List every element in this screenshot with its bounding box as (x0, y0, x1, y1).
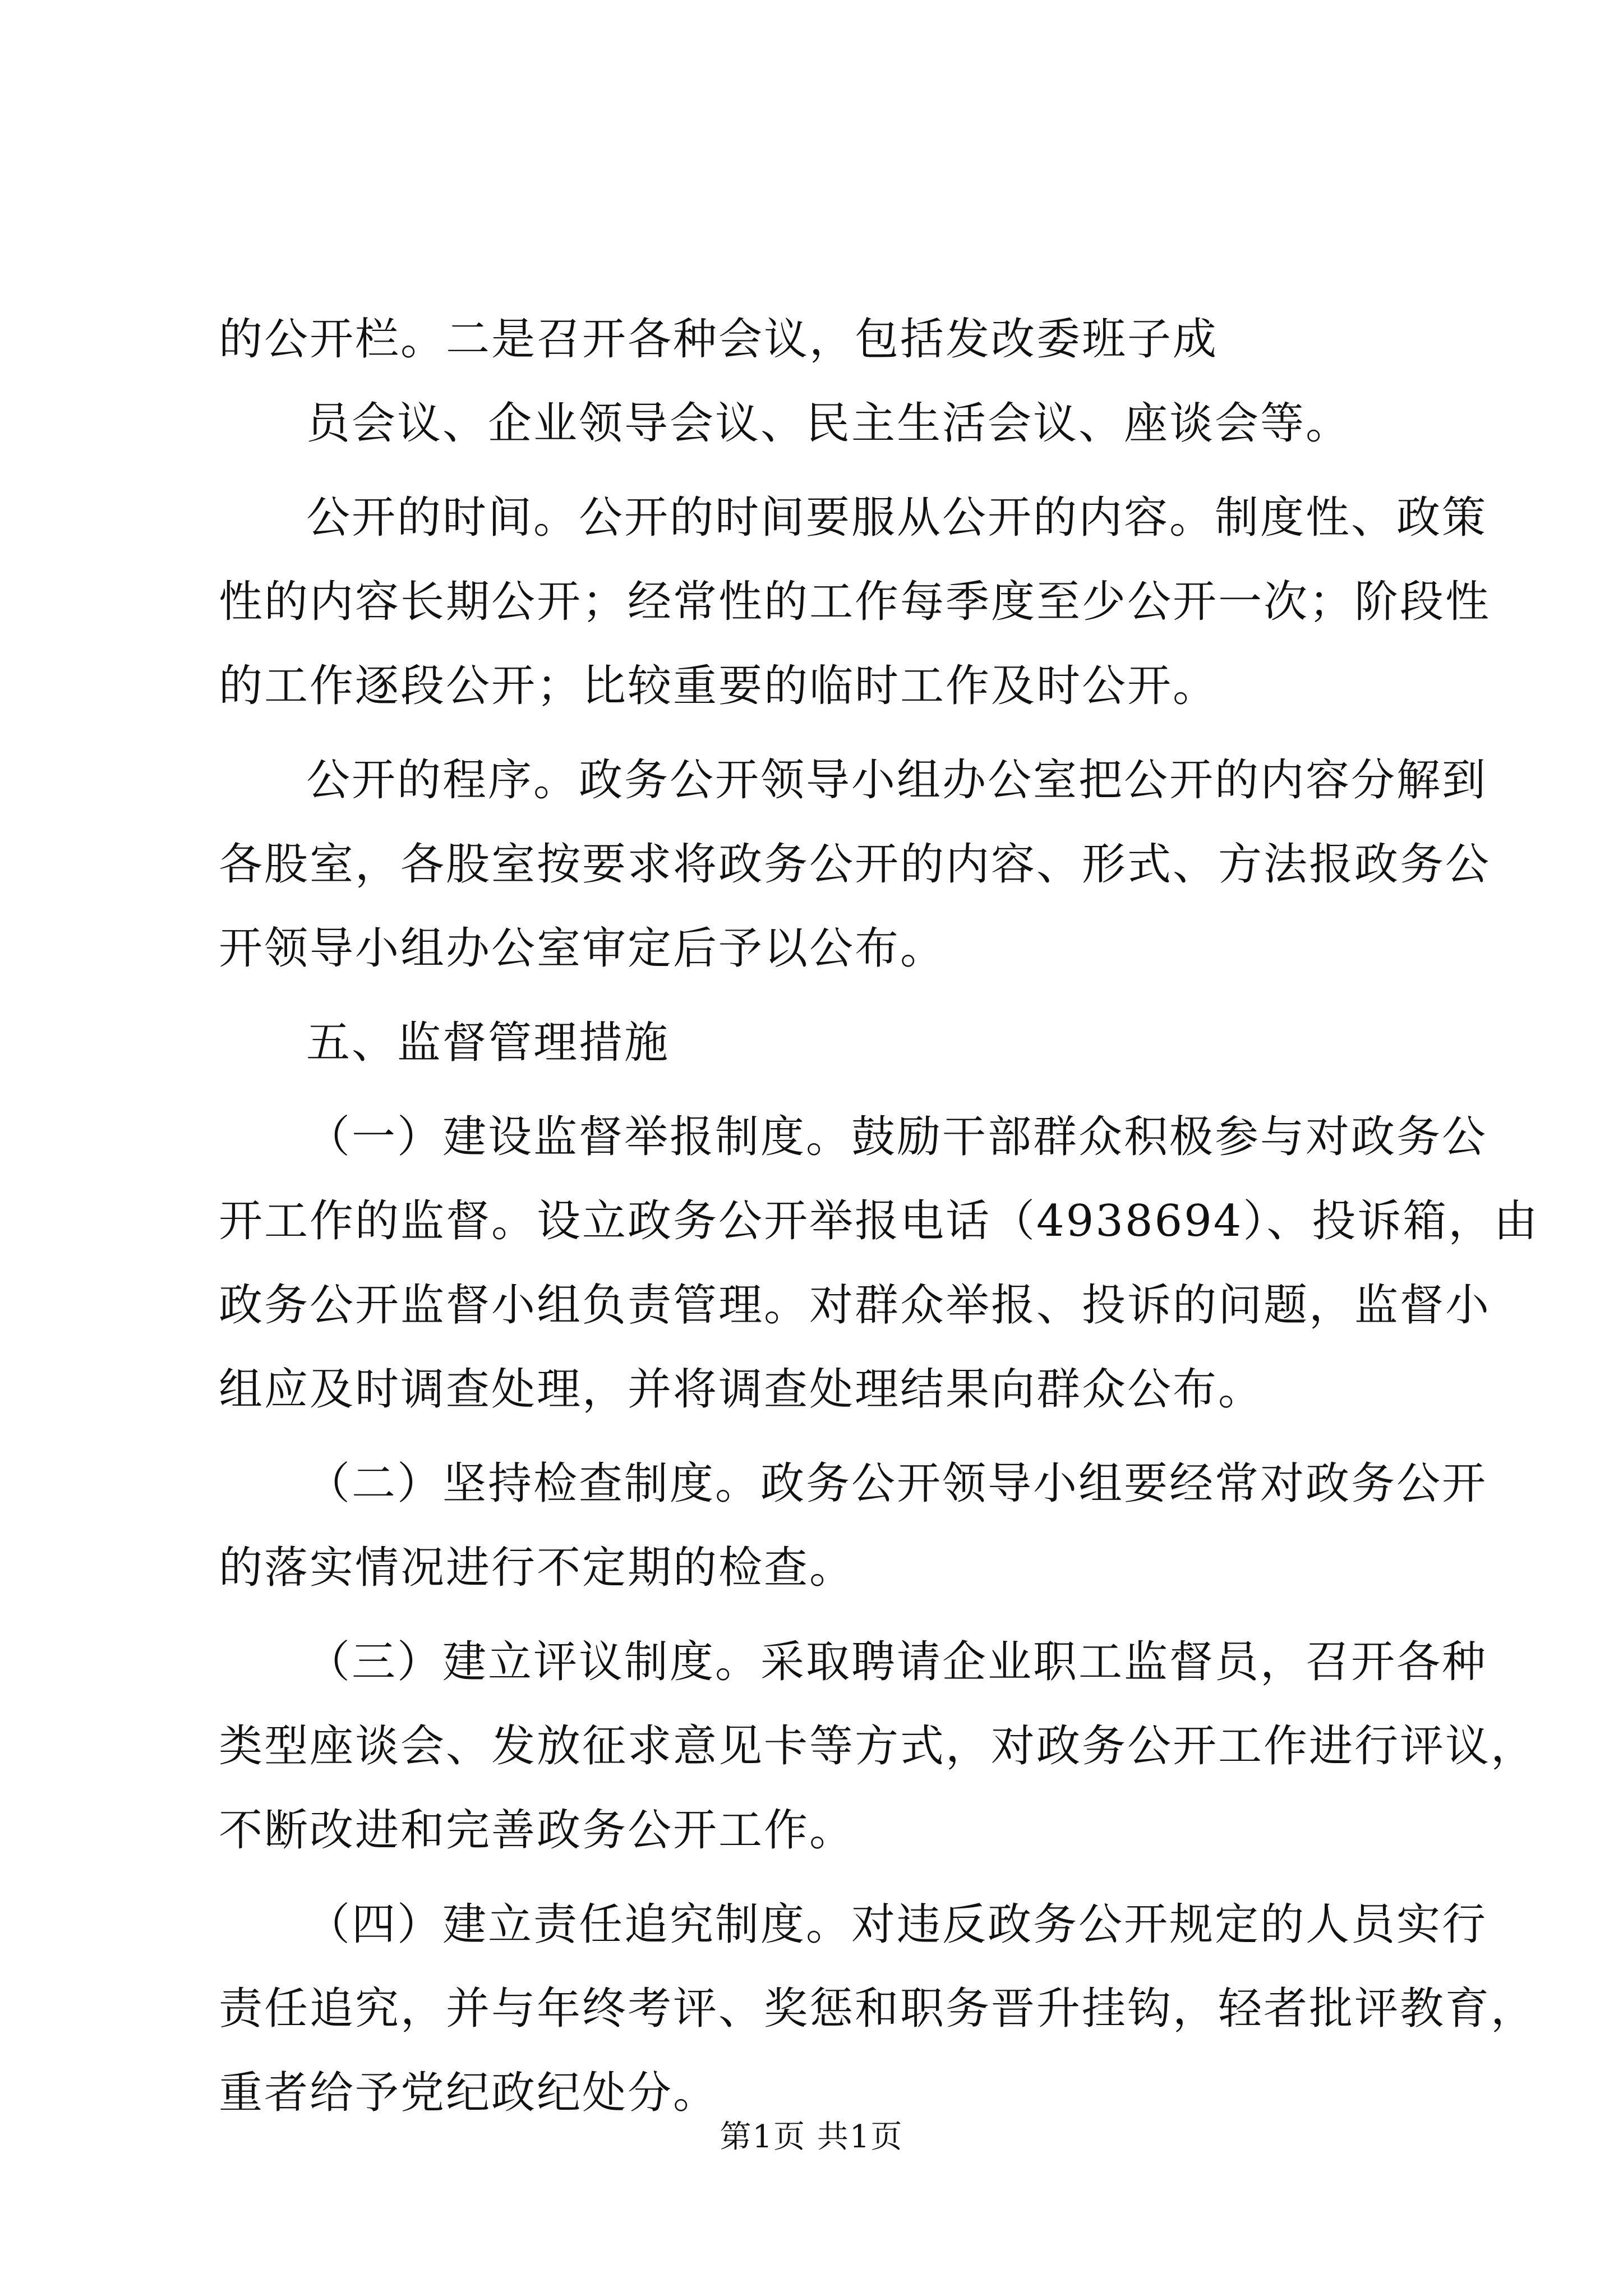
text-line: 公开的时间。公开的时间要服从公开的内容。制度性、政策 (306, 493, 1488, 543)
text-line: （一）建设监督举报制度。鼓励干部群众积极参与对政务公 (306, 1112, 1488, 1162)
text-line: 开领导小组办公室审定后予以公布。 (219, 923, 946, 974)
text-line: 公开的程序。政务公开领导小组办公室把公开的内容分解到 (306, 755, 1488, 806)
text-line: 性的内容长期公开；经常性的工作每季度至少公开一次；阶段性 (219, 577, 1491, 627)
text-line: 组应及时调查处理，并将调查处理结果向群众公布。 (219, 1364, 1264, 1415)
text-line: 员会议、企业领导会议、民主生活会议、座谈会等。 (306, 398, 1352, 449)
text-line: 的公开栏。二是召开各种会议，包括发改委班子成 (219, 314, 1219, 365)
text-line: 的工作逐段公开；比较重要的临时工作及时公开。 (219, 661, 1219, 711)
text-line: 类型座谈会、发放征求意见卡等方式，对政务公开工作进行评议， (219, 1721, 1537, 1772)
text-line: 政务公开监督小组负责管理。对群众举报、投诉的问题，监督小 (219, 1280, 1491, 1331)
page-footer: 第1页 共1页 (720, 2119, 903, 2155)
text-line: 责任追究，并与年终考评、奖惩和职务晋升挂钩，轻者批评教育， (219, 1984, 1537, 2034)
text-line: 各股室，各股室按要求将政务公开的内容、形式、方法报政务公 (219, 839, 1491, 890)
section-heading: 五、监督管理措施 (306, 1018, 670, 1068)
text-line: （四）建立责任追究制度。对违反政务公开规定的人员实行 (306, 1899, 1488, 1950)
text-line: （三）建立评议制度。采取聘请企业职工监督员，召开各种 (306, 1637, 1488, 1687)
text-line: （二）坚持检查制度。政务公开领导小组要经常对政务公开 (306, 1458, 1488, 1509)
text-line: 开工作的监督。设立政务公开举报电话（4938694）、投诉箱，由 (219, 1196, 1539, 1246)
document-body (219, 297, 1539, 2135)
text-line: 的落实情况进行不定期的检查。 (219, 1543, 855, 1593)
text-line: 重者给予党纪政纪处分。 (219, 2068, 719, 2118)
text-line: 不断改进和完善政务公开工作。 (219, 1805, 855, 1856)
